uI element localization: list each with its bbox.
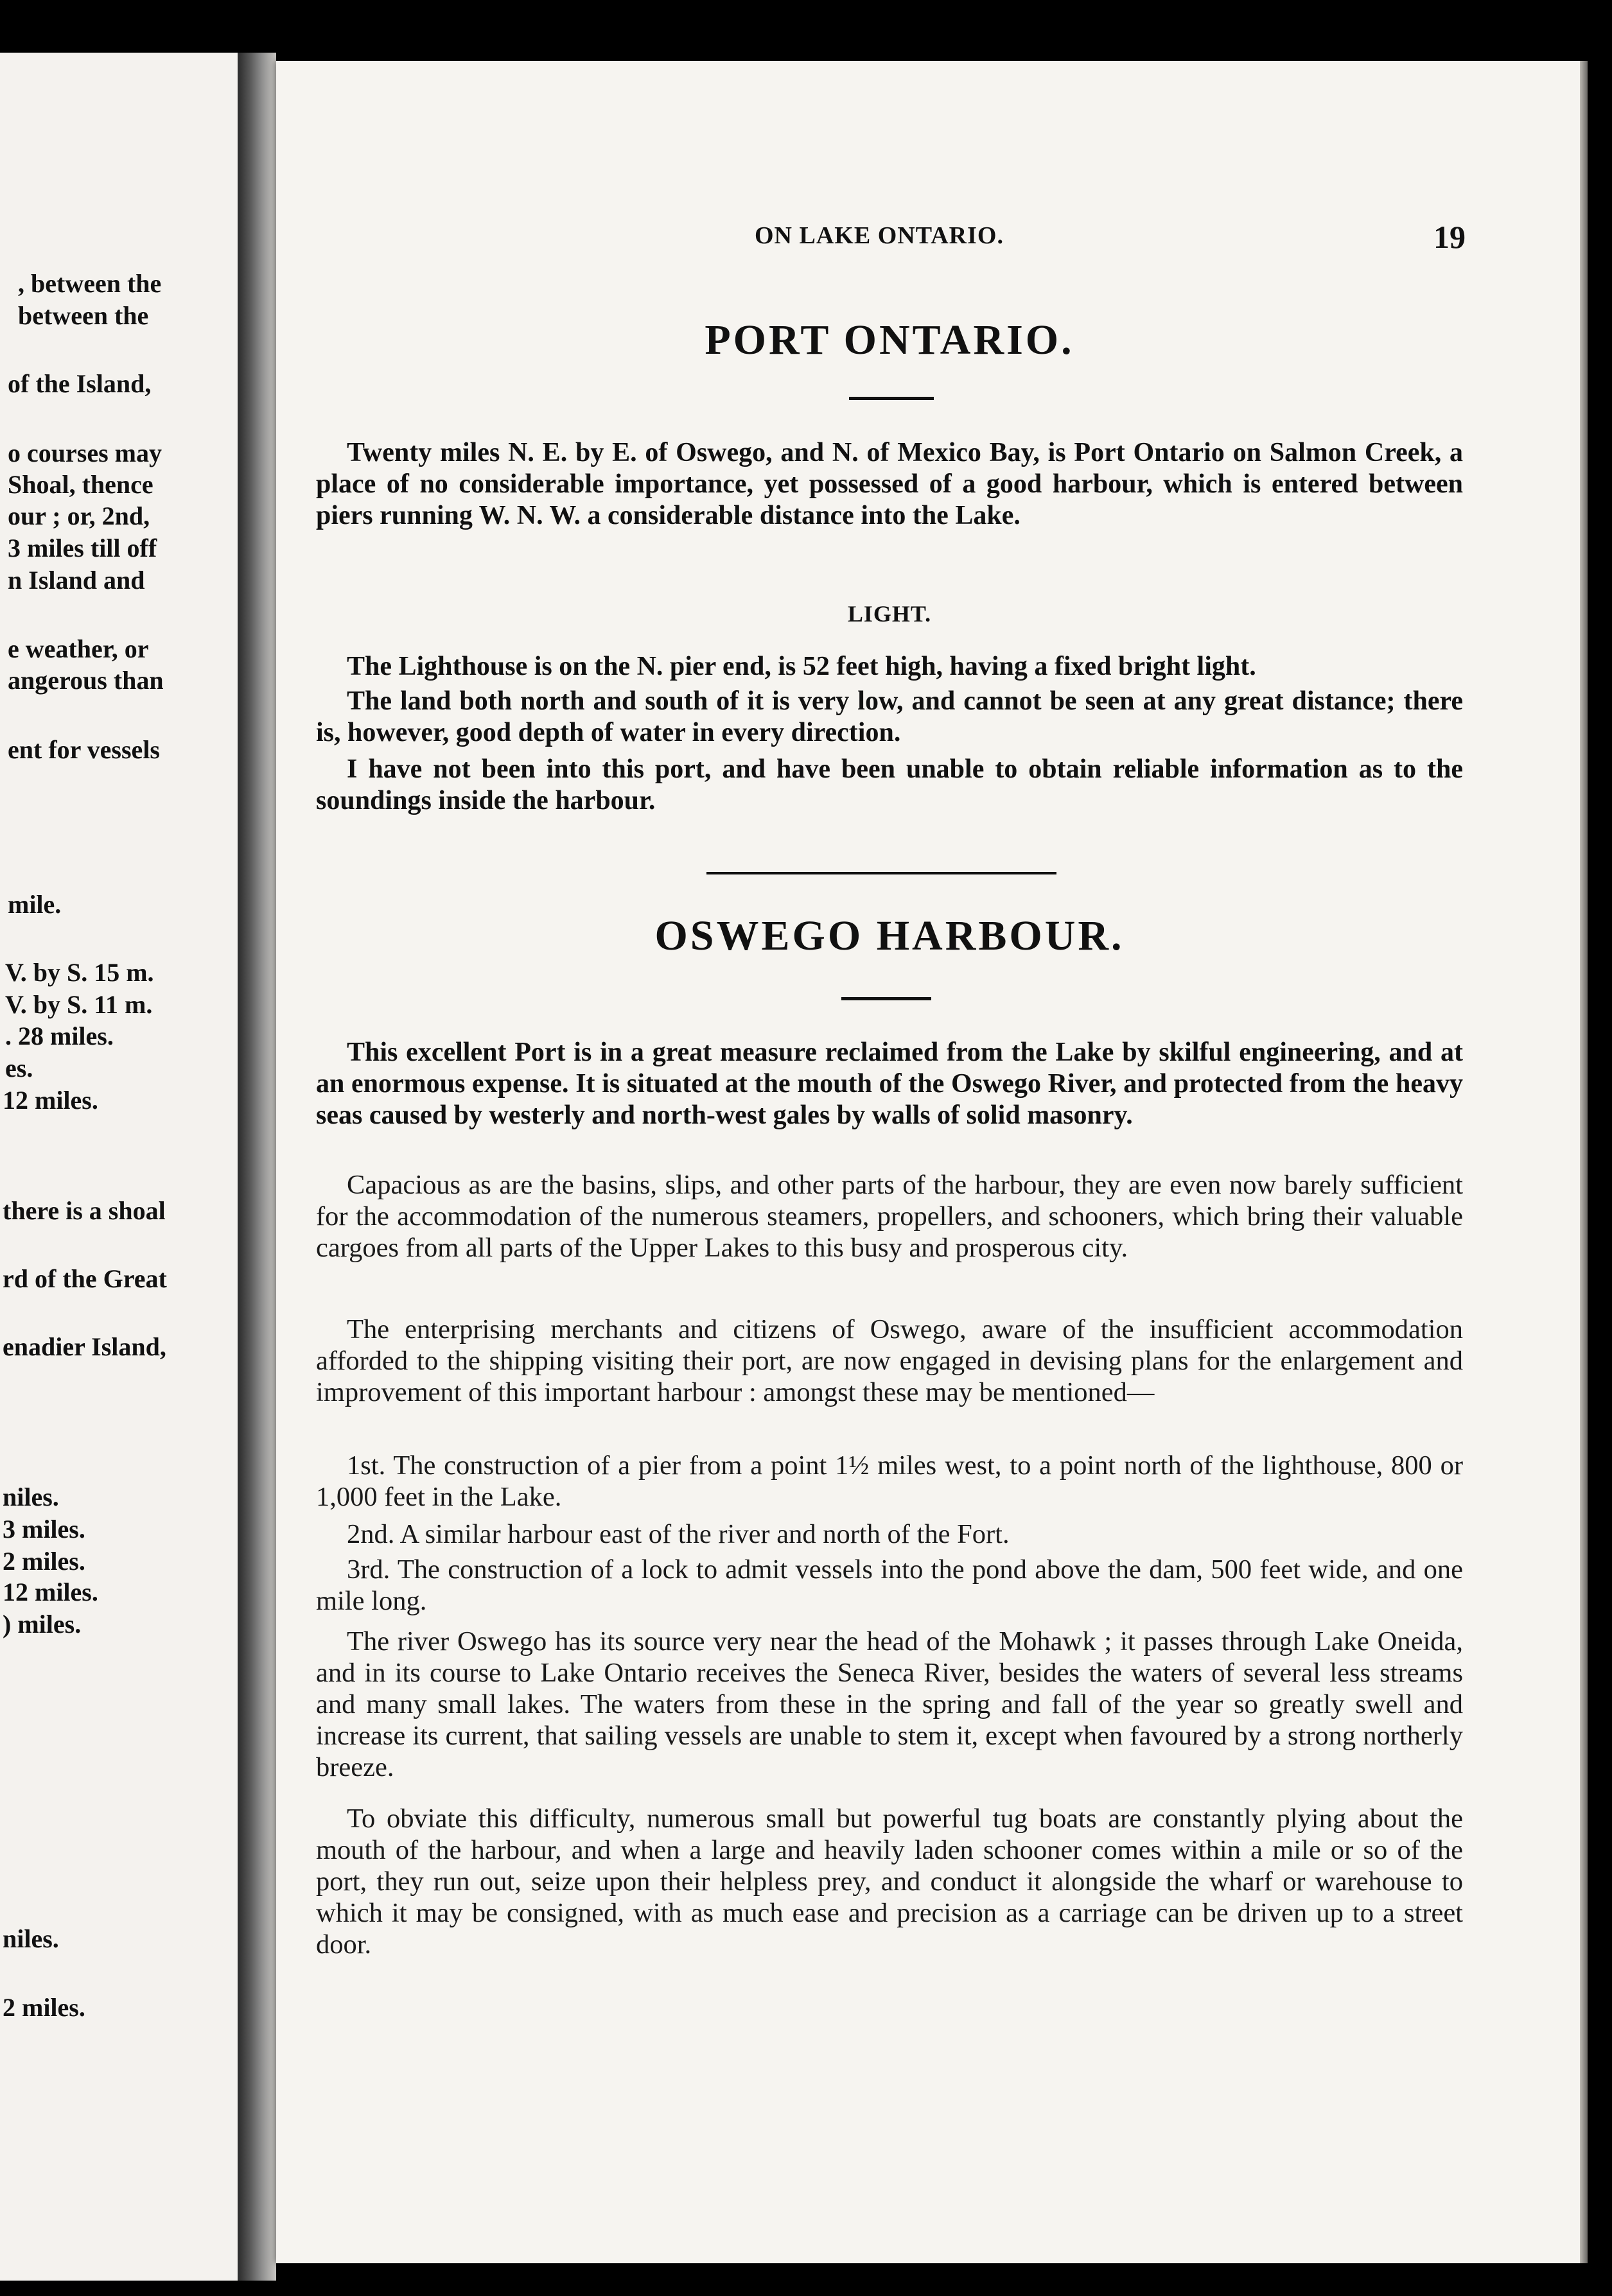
oswego-paragraph: The enterprising merchants and citizens of Oswego, aware of the insufficient accommodation afforded to the shipping visiting their port, are now engaged in devising plans for the enlargement and improvement of this important harbour : amongst these may be mentioned— — [316, 1314, 1463, 1407]
previous-page-line: V. by S. 15 m. — [5, 958, 154, 987]
previous-page-line: , between the — [18, 269, 162, 298]
previous-page-line: 12 miles. — [3, 1086, 98, 1115]
oswego-paragraph: This excellent Port is in a great measure reclaimed from the Lake by skilful engineering, and at an enormous expense. It is situated at the mouth of the Oswego River, and protected from the heavy seas caused by westerly and north-west gales by walls of solid masonry. — [316, 1038, 1463, 1130]
improvement-item: 1st. The construction of a pier from a point 1½ miles west, to a point north of the lighthouse, 800 or 1,000 feet in the Lake. — [316, 1450, 1463, 1512]
previous-page-line: our ; or, 2nd, — [8, 501, 150, 530]
section-title-oswego-harbour: OSWEGO HARBOUR. — [654, 912, 1125, 959]
improvement-item: 2nd. A similar harbour east of the river and north of the Fort. — [347, 1519, 1010, 1549]
previous-page-line: V. by S. 11 m. — [5, 990, 153, 1019]
previous-page-line: angerous than — [8, 666, 164, 695]
previous-page-line: 2 miles. — [3, 1993, 85, 2022]
oswego-paragraph: The river Oswego has its source very near the head of the Mohawk ; it passes through Lake Oneida, and in its course to Lake Ontario receives the Seneca River, besides the waters of several less streams and many small lakes. The waters from these in the spring and fall of the year so greatly swell and increase its current, that sailing vessels are unable to stem it, except when favoured by a strong northerly breeze. — [316, 1626, 1463, 1782]
oswego-paragraph: Capacious as are the basins, slips, and other parts of the harbour, they are even now barely sufficient for the accommodation of the numerous steamers, propellers, and schooners, which bring their valuable cargoes from all parts of the Upper Lakes to this busy and prosperous city. — [316, 1170, 1463, 1263]
page-number: 19 — [1433, 219, 1466, 255]
light-heading: LIGHT. — [847, 601, 932, 627]
title-rule — [841, 997, 931, 1000]
previous-page-line: 12 miles. — [3, 1578, 98, 1606]
previous-page-line: rd of the Great — [3, 1264, 167, 1293]
previous-page-line: of the Island, — [8, 369, 152, 398]
previous-page-line: there is a shoal — [3, 1196, 166, 1225]
improvement-item: 3rd. The construction of a lock to admit vessels into the pond above the dam, 500 feet wide, and one mile long. — [316, 1554, 1463, 1616]
previous-page-line: . 28 miles. — [5, 1022, 114, 1050]
previous-page-line: Shoal, thence — [8, 470, 153, 499]
previous-page-line: e weather, or — [8, 634, 149, 663]
light-paragraph: I have not been into this port, and have been unable to obtain reliable information as to the soundings inside the harbour. — [316, 754, 1463, 815]
previous-page-line: n Island and — [8, 566, 145, 595]
page-edge — [1580, 61, 1588, 2263]
light-paragraph: The land both north and south of it is very low, and cannot be seen at any great distance; there is, however, good depth of water in every direction. — [316, 686, 1463, 747]
previous-page-line: o courses may — [8, 439, 162, 467]
title-rule — [849, 397, 934, 400]
previous-page-line: ) miles. — [3, 1610, 82, 1639]
section-divider — [706, 872, 1056, 874]
previous-page-line: niles. — [3, 1924, 59, 1953]
previous-page-line: 3 miles. — [3, 1515, 85, 1544]
running-head: ON LAKE ONTARIO. — [755, 222, 1004, 249]
book-gutter — [238, 53, 276, 2281]
section-title-port-ontario: PORT ONTARIO. — [705, 317, 1074, 363]
previous-page-line: enadier Island, — [3, 1332, 166, 1361]
light-paragraph: The Lighthouse is on the N. pier end, is 52 feet high, having a fixed bright light. — [347, 652, 1256, 681]
port-ontario-intro: Twenty miles N. E. by E. of Oswego, and N. of Mexico Bay, is Port Ontario on Salmon Creek, a place of no considerable importance, yet possessed of a good harbour, which is entered between piers running W. N. W. a considerable distance into the Lake. — [316, 438, 1463, 530]
oswego-paragraph: To obviate this difficulty, numerous small but powerful tug boats are constantly plying about the mouth of the harbour, and when a large and heavily laden schooner comes within a mile or so of the port, they run out, seize upon their helpless prey, and conduct it alongside the wharf or warehouse to which it may be consigned, with as much ease and precision as a carriage can be driven up to a street door. — [316, 1804, 1463, 1960]
previous-page-line: es. — [5, 1054, 33, 1083]
previous-page-line: 2 miles. — [3, 1547, 85, 1576]
previous-page-line: ent for vessels — [8, 735, 160, 764]
previous-page-fragment — [0, 53, 238, 2281]
previous-page-line: niles. — [3, 1483, 59, 1511]
previous-page-line: between the — [18, 301, 149, 330]
previous-page-line: mile. — [8, 890, 62, 919]
previous-page-line: 3 miles till off — [8, 534, 157, 562]
